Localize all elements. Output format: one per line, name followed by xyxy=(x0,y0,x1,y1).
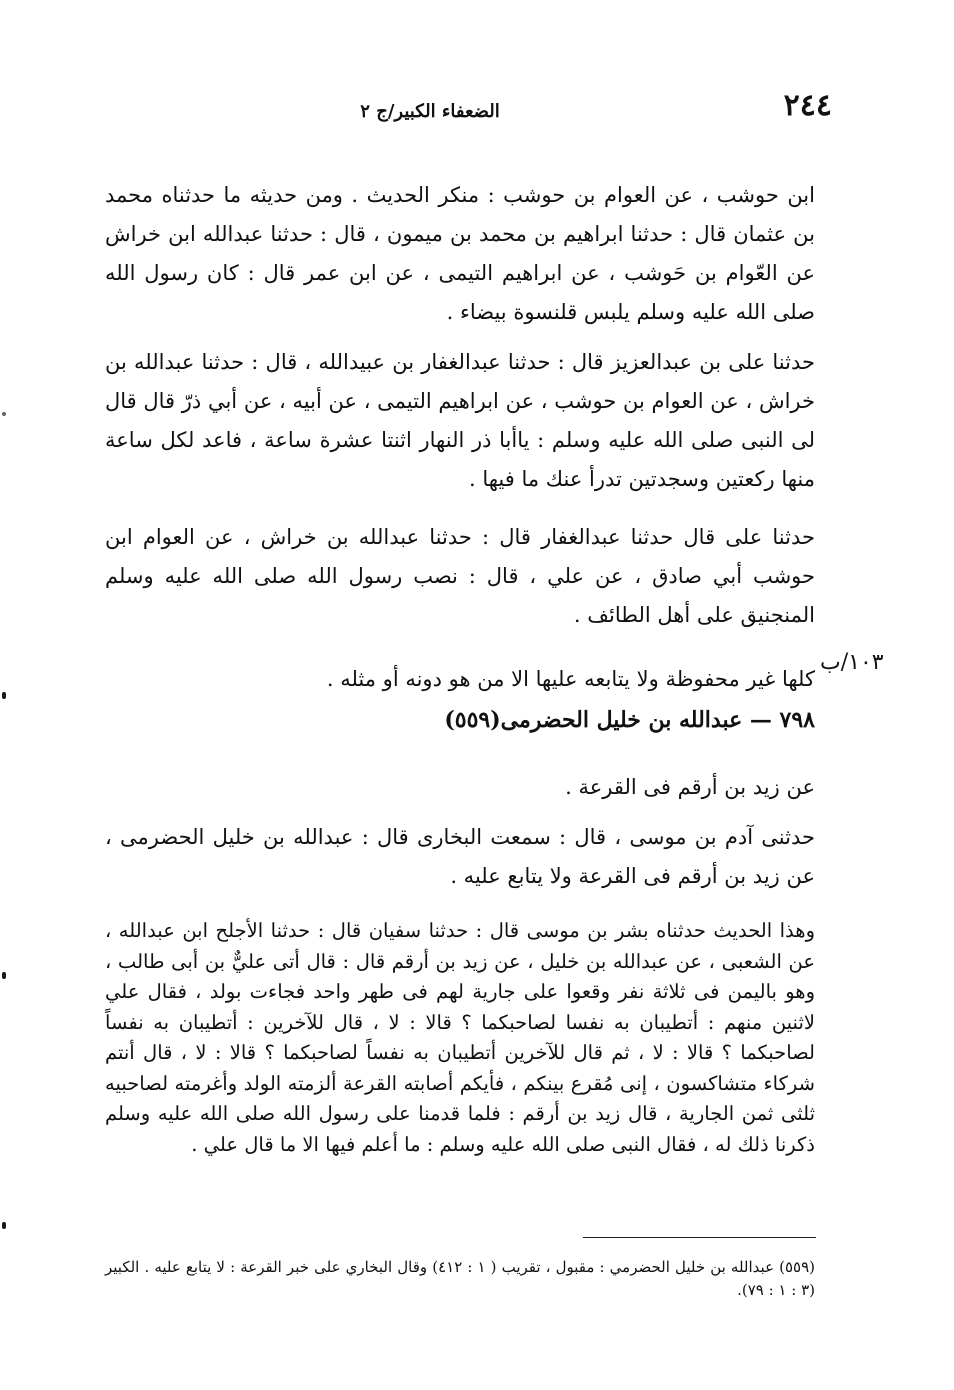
paragraph xyxy=(105,343,815,499)
paragraph-text: وهذا الحديث حدثناه بشر بن موسى قال : حدثنا سفيان قال : حدثنا الأجلح ابن عبدالله ، عن الشعبى ، عن عبدالله بن خليل ، عن زيد بن أرقم قال : قال أتى عليٌّ بن أبى طالب ، وهو باليمن فى ثلاثة نفر وقعوا على جارية لهم فى طهر واحد فجاءت بولد ، فقال علي لاثنين منهم : أتطيبان به نفسا لصاحبكما ؟ قالا : لا ، قال للآخرين : أتطيبان به نفساً لصاحبكما ؟ قالا : لا ، ثم قال للآخرين أتطيبان به نفساً لصاحبكما ؟ قالا : لا ، قال أنتم شركاء متشاكسون ، إنى مُقرع بينكم ، فأيكم أصابته القرعة ألزمته الولد وأغرمته لصاحبيه ثلثى ثمن الجارية ، قال زيد بن أرقم : فلما قدمنا على رسول الله صلى الله عليه وسلم ذكرنا ذلك له ، فقال النبى صلى الله عليه وسلم : ما أعلم فيها الا ما قال علي . xyxy=(105,919,815,1156)
footnote xyxy=(105,1256,815,1302)
footnote-text: (٥٥٩) عبدالله بن خليل الحضرمي : مقبول ، تقريب ( ١ : ٤١٢) وقال البخاري على خبر القرعة : لا يتابع عليه . الكبير (٣ : ١ : ٧٩). xyxy=(105,1258,816,1299)
paragraph-text: ابن حوشب ، عن العوام بن حوشب : منكر الحديث . ومن حديثه ما حدثناه محمد بن عثمان قال : حدثنا ابراهيم بن محمد بن ميمون ، قال : حدثنا عبدالله ابن خراش عن العّوام بن حَوشب ، عن ابراهيم التيمى ، عن ابن عمر قال : كان رسول الله صلى الله عليه وسلم يلبس قلنسوة بيضاء . xyxy=(105,183,815,324)
running-header: الضعفاء الكبير/ج ٢ xyxy=(360,101,500,122)
paragraph xyxy=(105,518,815,635)
paragraph-text: حدثنى آدم بن موسى ، قال : سمعت البخارى قال : عبدالله بن خليل الحضرمى ، عن زيد بن أرقم فى القرعة ولا يتابع عليه . xyxy=(105,825,815,888)
page-number: ٢٤٤ xyxy=(783,88,832,123)
paragraph-text: كلها غير محفوظة ولا يتابعه عليها الا من هو دونه أو مثله . xyxy=(326,667,815,691)
paragraph xyxy=(105,916,815,1160)
paragraph-text: عن زيد بن أرقم فى القرعة . xyxy=(565,775,815,799)
paragraph-text: حدثنا على قال حدثنا عبدالغفار قال : حدثنا عبدالله بن خراش ، عن العوام ابن حوشب أبي صادق ، عن علي ، قال : نصب رسول الله صلى الله عليه وسلم المنجنيق على أهل الطائف . xyxy=(105,525,815,627)
paragraph xyxy=(105,176,815,332)
paragraph-text: حدثنا على بن عبدالعزيز قال : حدثنا عبدالغفار بن عبيدالله ، قال : حدثنا عبدالله بن خراش ، عن العوام بن حوشب ، عن ابراهيم التيمى ، عن أبيه ، عن أبي ذرّ قال قال لى النبى صلى الله عليه وسلم : ياأبا ذر النهار اثنتا عشرة ساعة ، فاعد لكل ساعة منها ركعتين وسجدتين تدرأ عنك ما فيها . xyxy=(105,350,815,491)
entry-heading: ٧٩٨ — عبدالله بن خليل الحضرمى(٥٥٩) xyxy=(444,707,815,733)
paragraph xyxy=(205,660,815,699)
scan-mark xyxy=(2,692,6,699)
paragraph xyxy=(105,818,815,896)
scan-mark xyxy=(2,972,6,979)
margin-folio-note: ١٠٣/ب xyxy=(820,650,884,675)
footnote-divider xyxy=(583,1237,816,1238)
paragraph xyxy=(215,768,815,807)
scan-mark xyxy=(2,1222,6,1229)
scan-mark xyxy=(2,412,6,416)
